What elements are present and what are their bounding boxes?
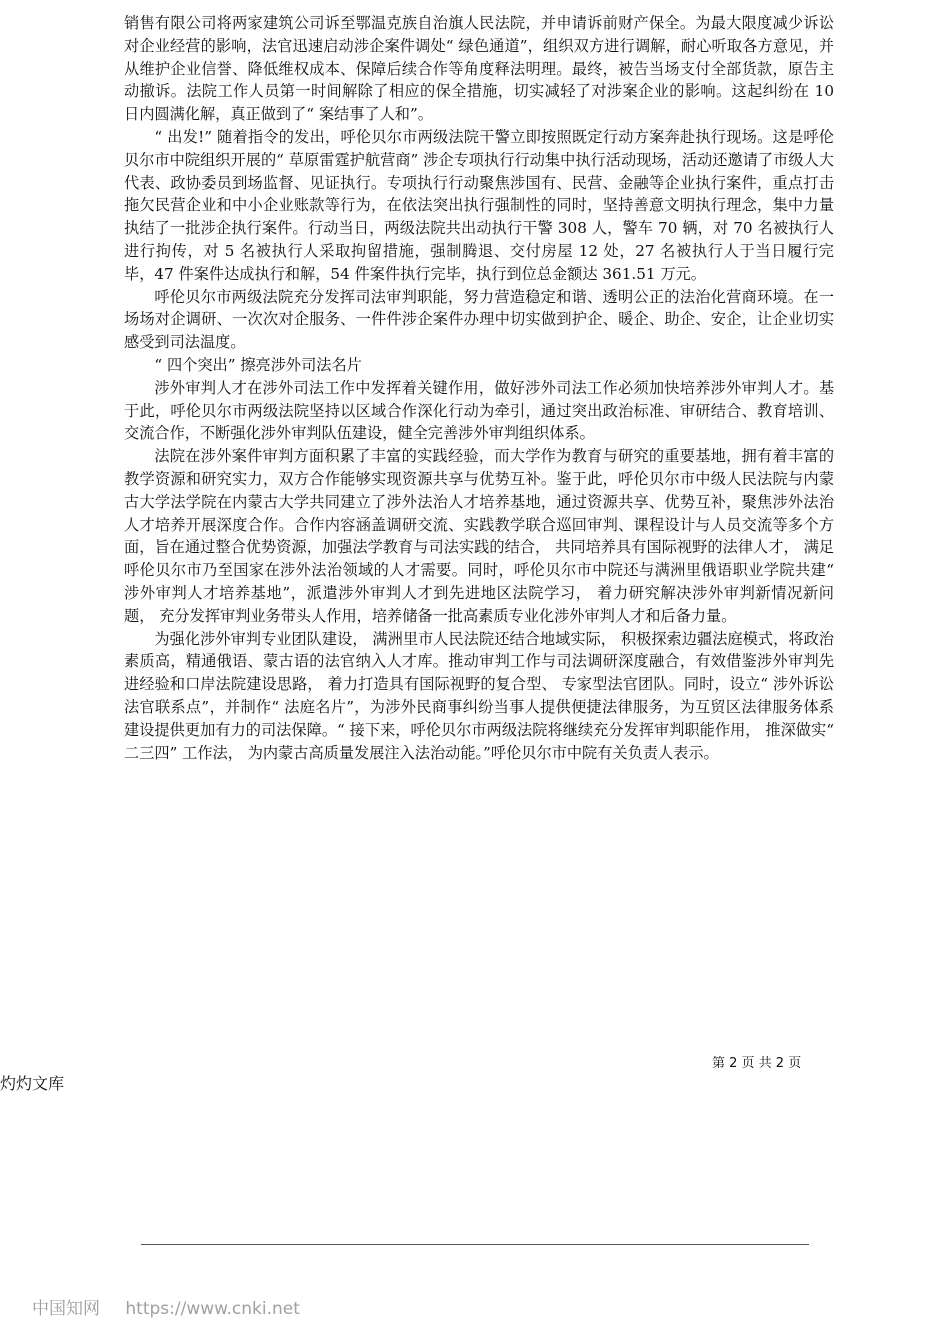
page-number: 第 2 页 共 2 页 — [712, 1056, 802, 1071]
footer-site-name: 中国知网 — [32, 1299, 100, 1319]
footer-divider — [141, 1244, 809, 1245]
footer-url-link[interactable]: https://www.cnki.net — [125, 1299, 300, 1319]
paragraph-team-building: 为强化涉外审判专业团队建设， 满洲里市人民法院还结合地域实际， 积极探索边疆法庭模式，将政治素质高，精通俄语、蒙古语的法官纳入人才库。推动审判工作与司法调研深度融合，有效借鉴涉外审判先进经验和口岸法院建设思路， 着力打造具有国际视野的复合型、 专家型法官团队。同时，设立“ 涉外诉讼法官联系点”，并制作“ 法庭名片”，为涉外民商事纠纷当事人提供便捷法律服务，为互贸区法律服务体系建设提供更加有力的司法保障。“ 接下来，呼伦贝尔市两级法院将继续充分发挥审判职能作用， 推深做实“ 二三四” 工作法， 为内蒙古高质量发展注入法治动能。”呼伦贝尔市中院有关负责人表示。 — [124, 629, 834, 762]
paragraph-talent-cultivation: 涉外审判人才在涉外司法工作中发挥着关键作用，做好涉外司法工作必须加快培养涉外审判人才。基于此，呼伦贝尔市两级法院坚持以区域合作深化行动为牵引，通过突出政治标准、审研结合、教育培训、交流合作，不断强化涉外审判队伍建设，健全完善涉外审判组织体系。 — [124, 378, 834, 443]
article-body — [124, 12, 834, 764]
paragraph-university-cooperation: 法院在涉外案件审判方面积累了丰富的实践经验，而大学作为教育与研究的重要基地，拥有着丰富的教学资源和研究实力，双方合作能够实现资源共享与优势互补。鉴于此，呼伦贝尔市中级人民法院与内蒙古大学法学院在内蒙古大学共同建立了涉外法治人才培养基地，通过资源共享、优势互补，聚焦涉外法治人才培养开展深度合作。合作内容涵盖调研交流、实践教学联合巡回审判、课程设计与人员交流等多个方面，旨在通过整合优势资源，加强法学教育与司法实践的结合， 共同培养具有国际视野的法律人才， 满足呼伦贝尔市乃至国家在涉外法治领域的人才需要。同时，呼伦贝尔市中院还与满洲里俄语职业学院共建“ 涉外审判人才培养基地”，派遣涉外审判人才到先进地区法院学习， 着力研究解决涉外审判新情况新问题， 充分发挥审判业务带头人作用，培养储备一批高素质专业化涉外审判人才和后备力量。 — [124, 447, 834, 625]
paragraph-enforcement-action: “ 出发!” 随着指令的发出，呼伦贝尔市两级法院干警立即按照既定行动方案奔赴执行现场。这是呼伦贝尔市中院组织开展的“ 草原雷霆护航营商” 涉企专项执行行动集中执行活动现场，活动还邀请了市级人大代表、政协委员到场监督、见证执行。专项执行行动聚焦涉国有、民营、金融等企业执行案件，重点打击拖欠民营企业和中小企业账款等行为，在依法突出执行强制性的同时，坚持善意文明执行理念，集中力量执结了一批涉企执行案件。行动当日，两级法院共出动执行干警 308 人，警车 70 辆，对 70 名被执行人进行拘传，对 5 名被执行人采取拘留措施，强制腾退、交付房屋 12 处，27 名被执行人于当日履行完毕，47 件案件达成执行和解，54 件案件执行完毕，执行到位总金额达 361.51 万元。 — [124, 127, 834, 283]
section-heading: “ 四个突出” 擦亮涉外司法名片 — [154, 355, 362, 374]
paragraph-business-environment: 呼伦贝尔市两级法院充分发挥司法审判职能，努力营造稳定和谐、透明公正的法治化营商环境。在一场场对企调研、一次次对企服务、一件件涉企案件办理中切实做到护企、暖企、助企、安企，让企业切实感受到司法温度。 — [124, 287, 834, 352]
library-watermark: 灼灼文库 — [0, 1074, 65, 1093]
paragraph-continuation: 销售有限公司将两家建筑公司诉至鄂温克族自治旗人民法院，并申请诉前财产保全。为最大限度减少诉讼对企业经营的影响，法官迅速启动涉企案件调处“ 绿色通道”，组织双方进行调解，耐心听取各方意见，并从维护企业信誉、降低维权成本、保障后续合作等角度释法明理。最终，被告当场支付全部货款，原告主动撤诉。法院工作人员第一时间解除了相应的保全措施，切实减轻了对涉案企业的影响。这起纠纷在 10 日内圆满化解，真正做到了“ 案结事了人和”。 — [124, 14, 834, 124]
footer-brand — [32, 1294, 300, 1319]
